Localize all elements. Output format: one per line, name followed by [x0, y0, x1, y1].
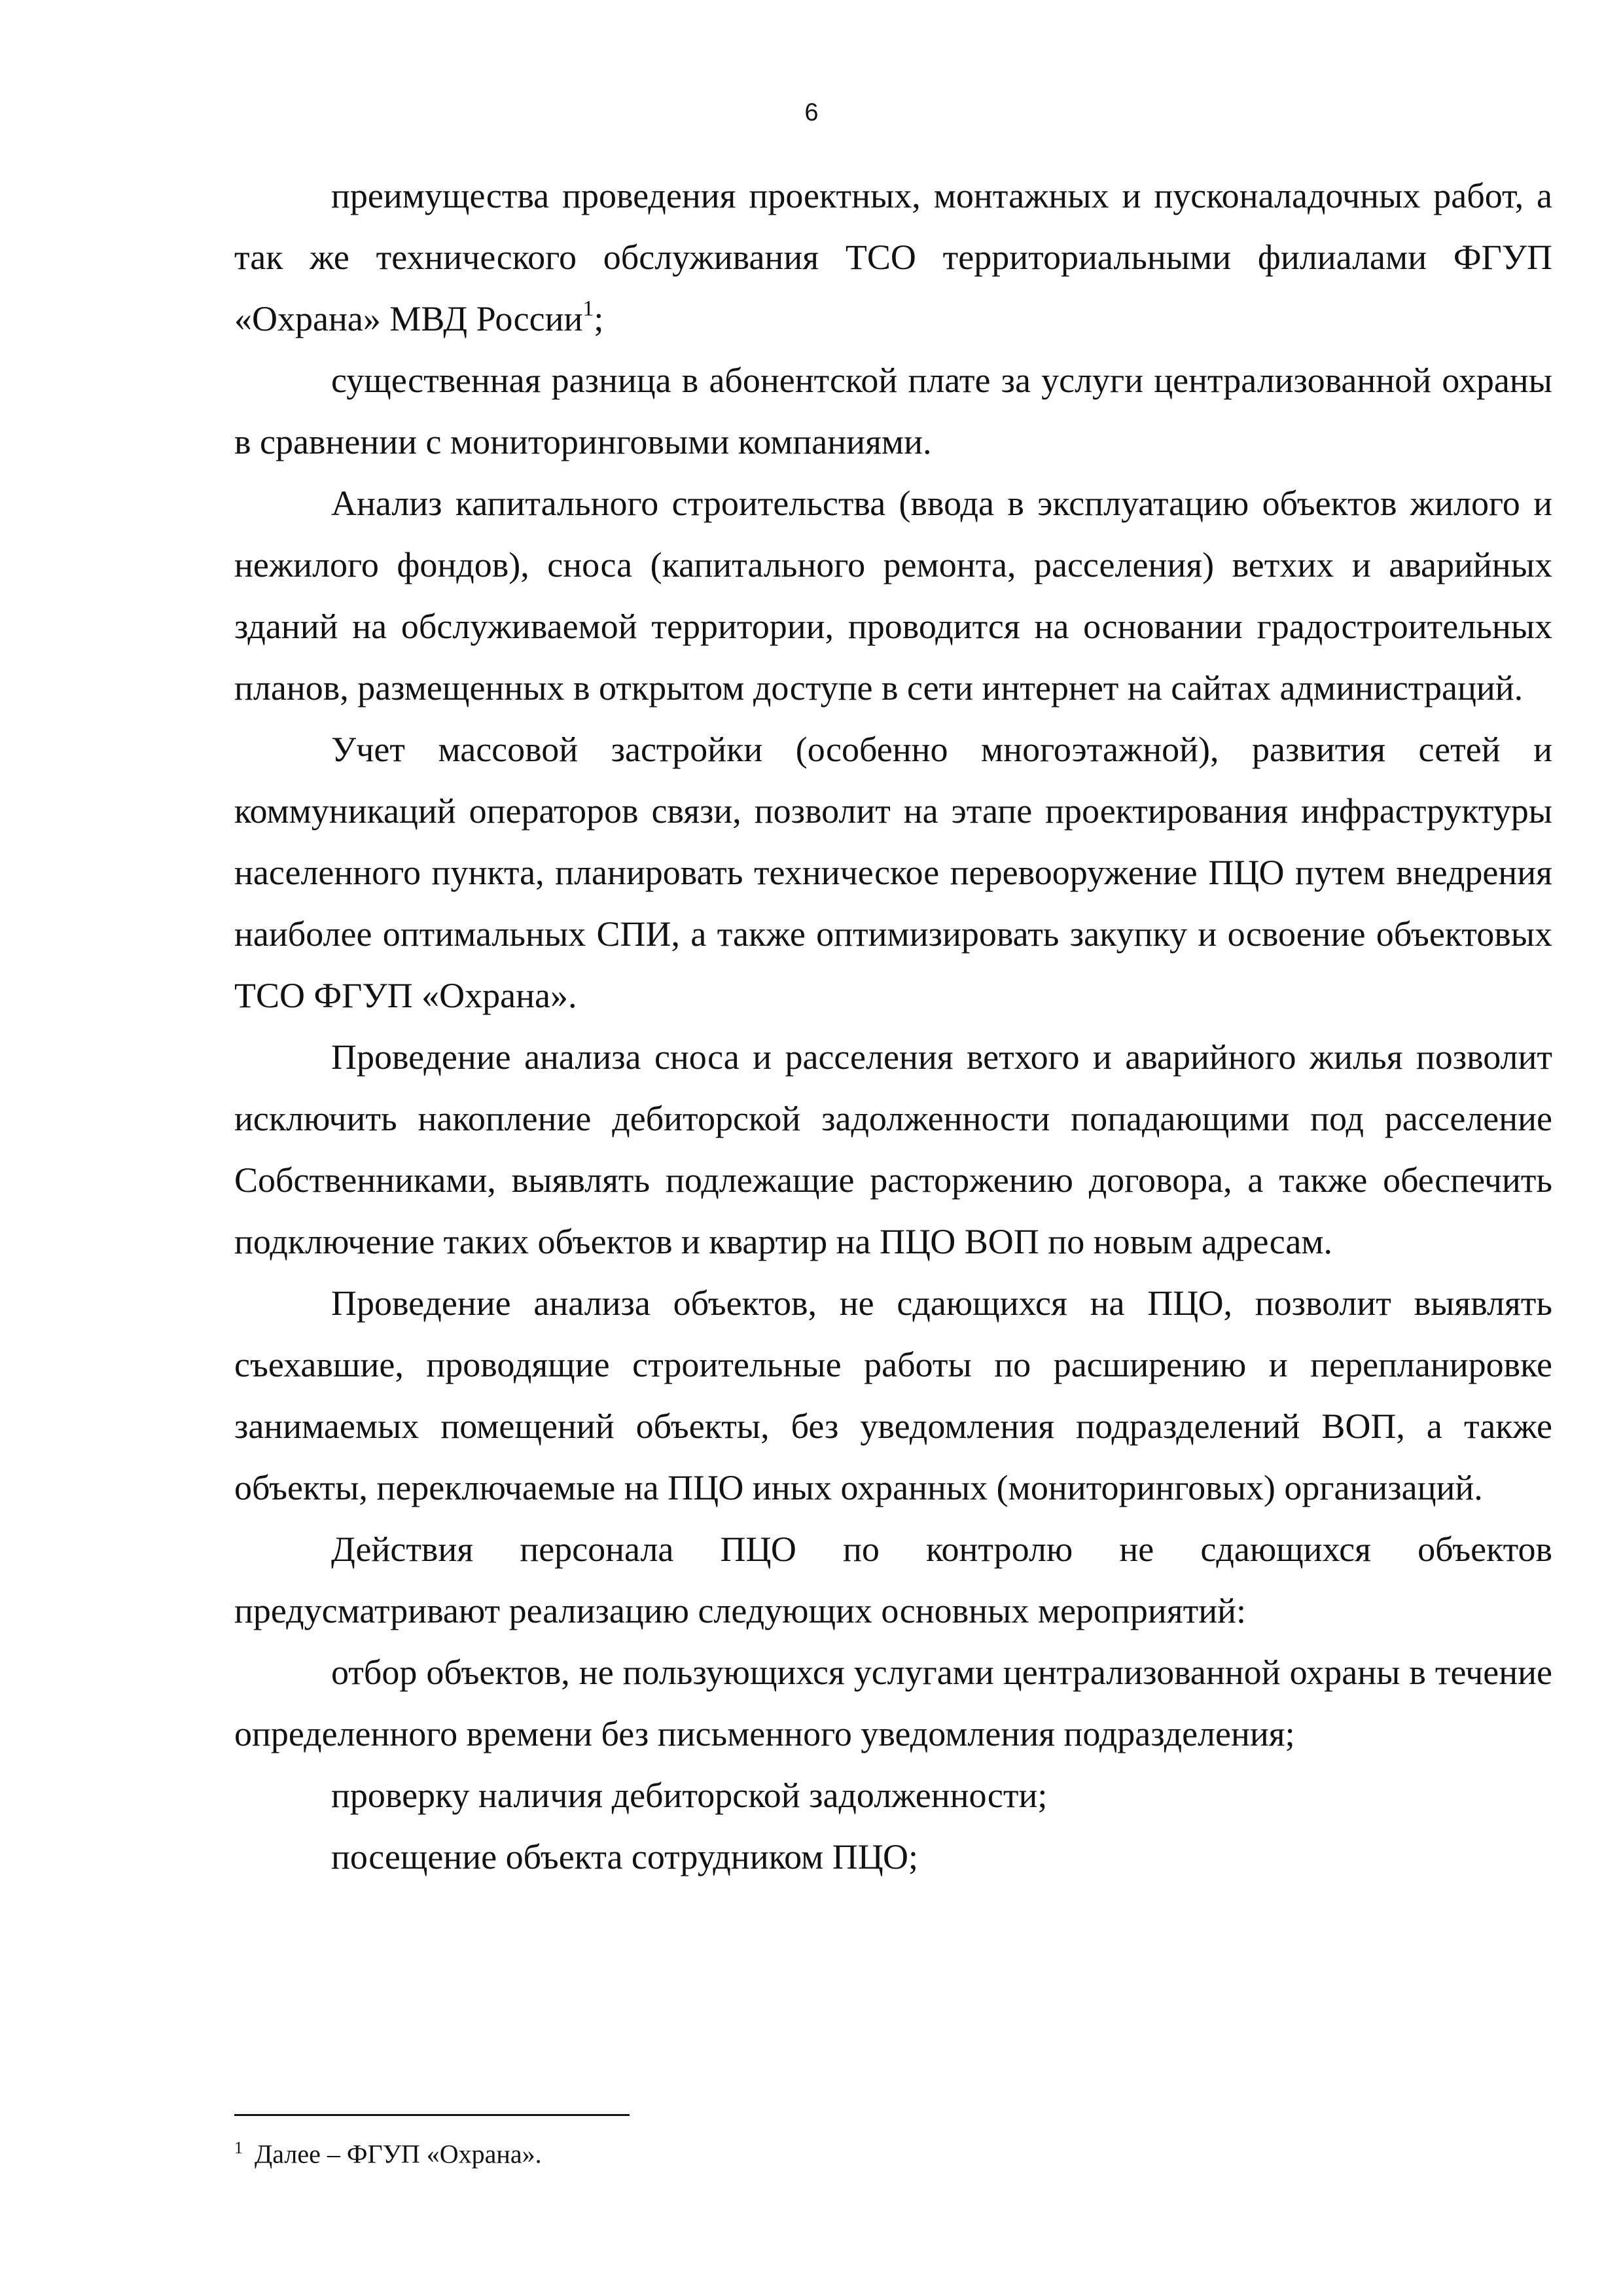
- paragraph-fee-difference: существенная разница в абонентской плате за услуги централизованной охраны в сравнении с мониторинговыми компаниями.: [234, 361, 1552, 461]
- list-item-site-visit: посещение объекта сотрудником ПЦО;: [331, 1837, 919, 1876]
- footnote-reference[interactable]: 1: [582, 296, 594, 321]
- paragraph-mass-development: Учет массовой застройки (особенно многоэтажной), развития сетей и коммуникаций операторов связи, позволит на этапе проектирования инфраструктуры населенного пункта, планировать техническое перевооружение ПЦО путем внедрения наиболее оптимальных СПИ, а также оптимизировать закупку и освоение объектовых ТСО ФГУП «Охрана».: [234, 730, 1552, 1015]
- footnote-text: Далее – ФГУП «Охрана».: [255, 2139, 542, 2169]
- document-body: [234, 165, 1552, 1888]
- paragraph-objects-analysis: Проведение анализа объектов, не сдающихся на ПЦО, позволит выявлять съехавшие, проводящие строительные работы по расширению и перепланировке занимаемых помещений объекты, без уведомления подразделений ВОП, а также объекты, переключаемые на ПЦО иных охранных (мониторинговых) организаций.: [234, 1283, 1552, 1507]
- paragraph-text: преимущества проведения проектных, монтажных и пусконаладочных работ, а так же технического обслуживания ТСО территориальными филиалами ФГУП «Охрана» МВД России: [234, 176, 1552, 338]
- paragraph-advantages: [234, 165, 1552, 350]
- paragraph-staff-actions: Действия персонала ПЦО по контролю не сдающихся объектов предусматривают реализацию следующих основных мероприятий:: [234, 1530, 1552, 1630]
- page-number: 6: [804, 99, 819, 126]
- paragraph-suffix: ;: [594, 299, 604, 338]
- list-item-debt-check: проверку наличия дебиторской задолженности;: [331, 1776, 1048, 1815]
- footnote-separator: [234, 2114, 630, 2116]
- footnote-marker: 1: [234, 2138, 243, 2157]
- footnote: [234, 2132, 1552, 2170]
- list-item-object-selection: отбор объектов, не пользующихся услугами централизованной охраны в течение определенного времени без письменного уведомления подразделения;: [234, 1653, 1552, 1753]
- paragraph-construction-analysis: Анализ капитального строительства (ввода в эксплуатацию объектов жилого и нежилого фондов), сноса (капитального ремонта, расселения) ветхих и аварийных зданий на обслуживаемой территории, проводится на основании градостроительных планов, размещенных в открытом доступе в сети интернет на сайтах администраций.: [234, 484, 1552, 708]
- paragraph-demolition-analysis: Проведение анализа сноса и расселения ветхого и аварийного жилья позволит исключить накопление дебиторской задолженности попадающими под расселение Собственниками, выявлять подлежащие расторжению договора, а также обеспечить подключение таких объектов и квартир на ПЦО ВОП по новым адресам.: [234, 1037, 1552, 1261]
